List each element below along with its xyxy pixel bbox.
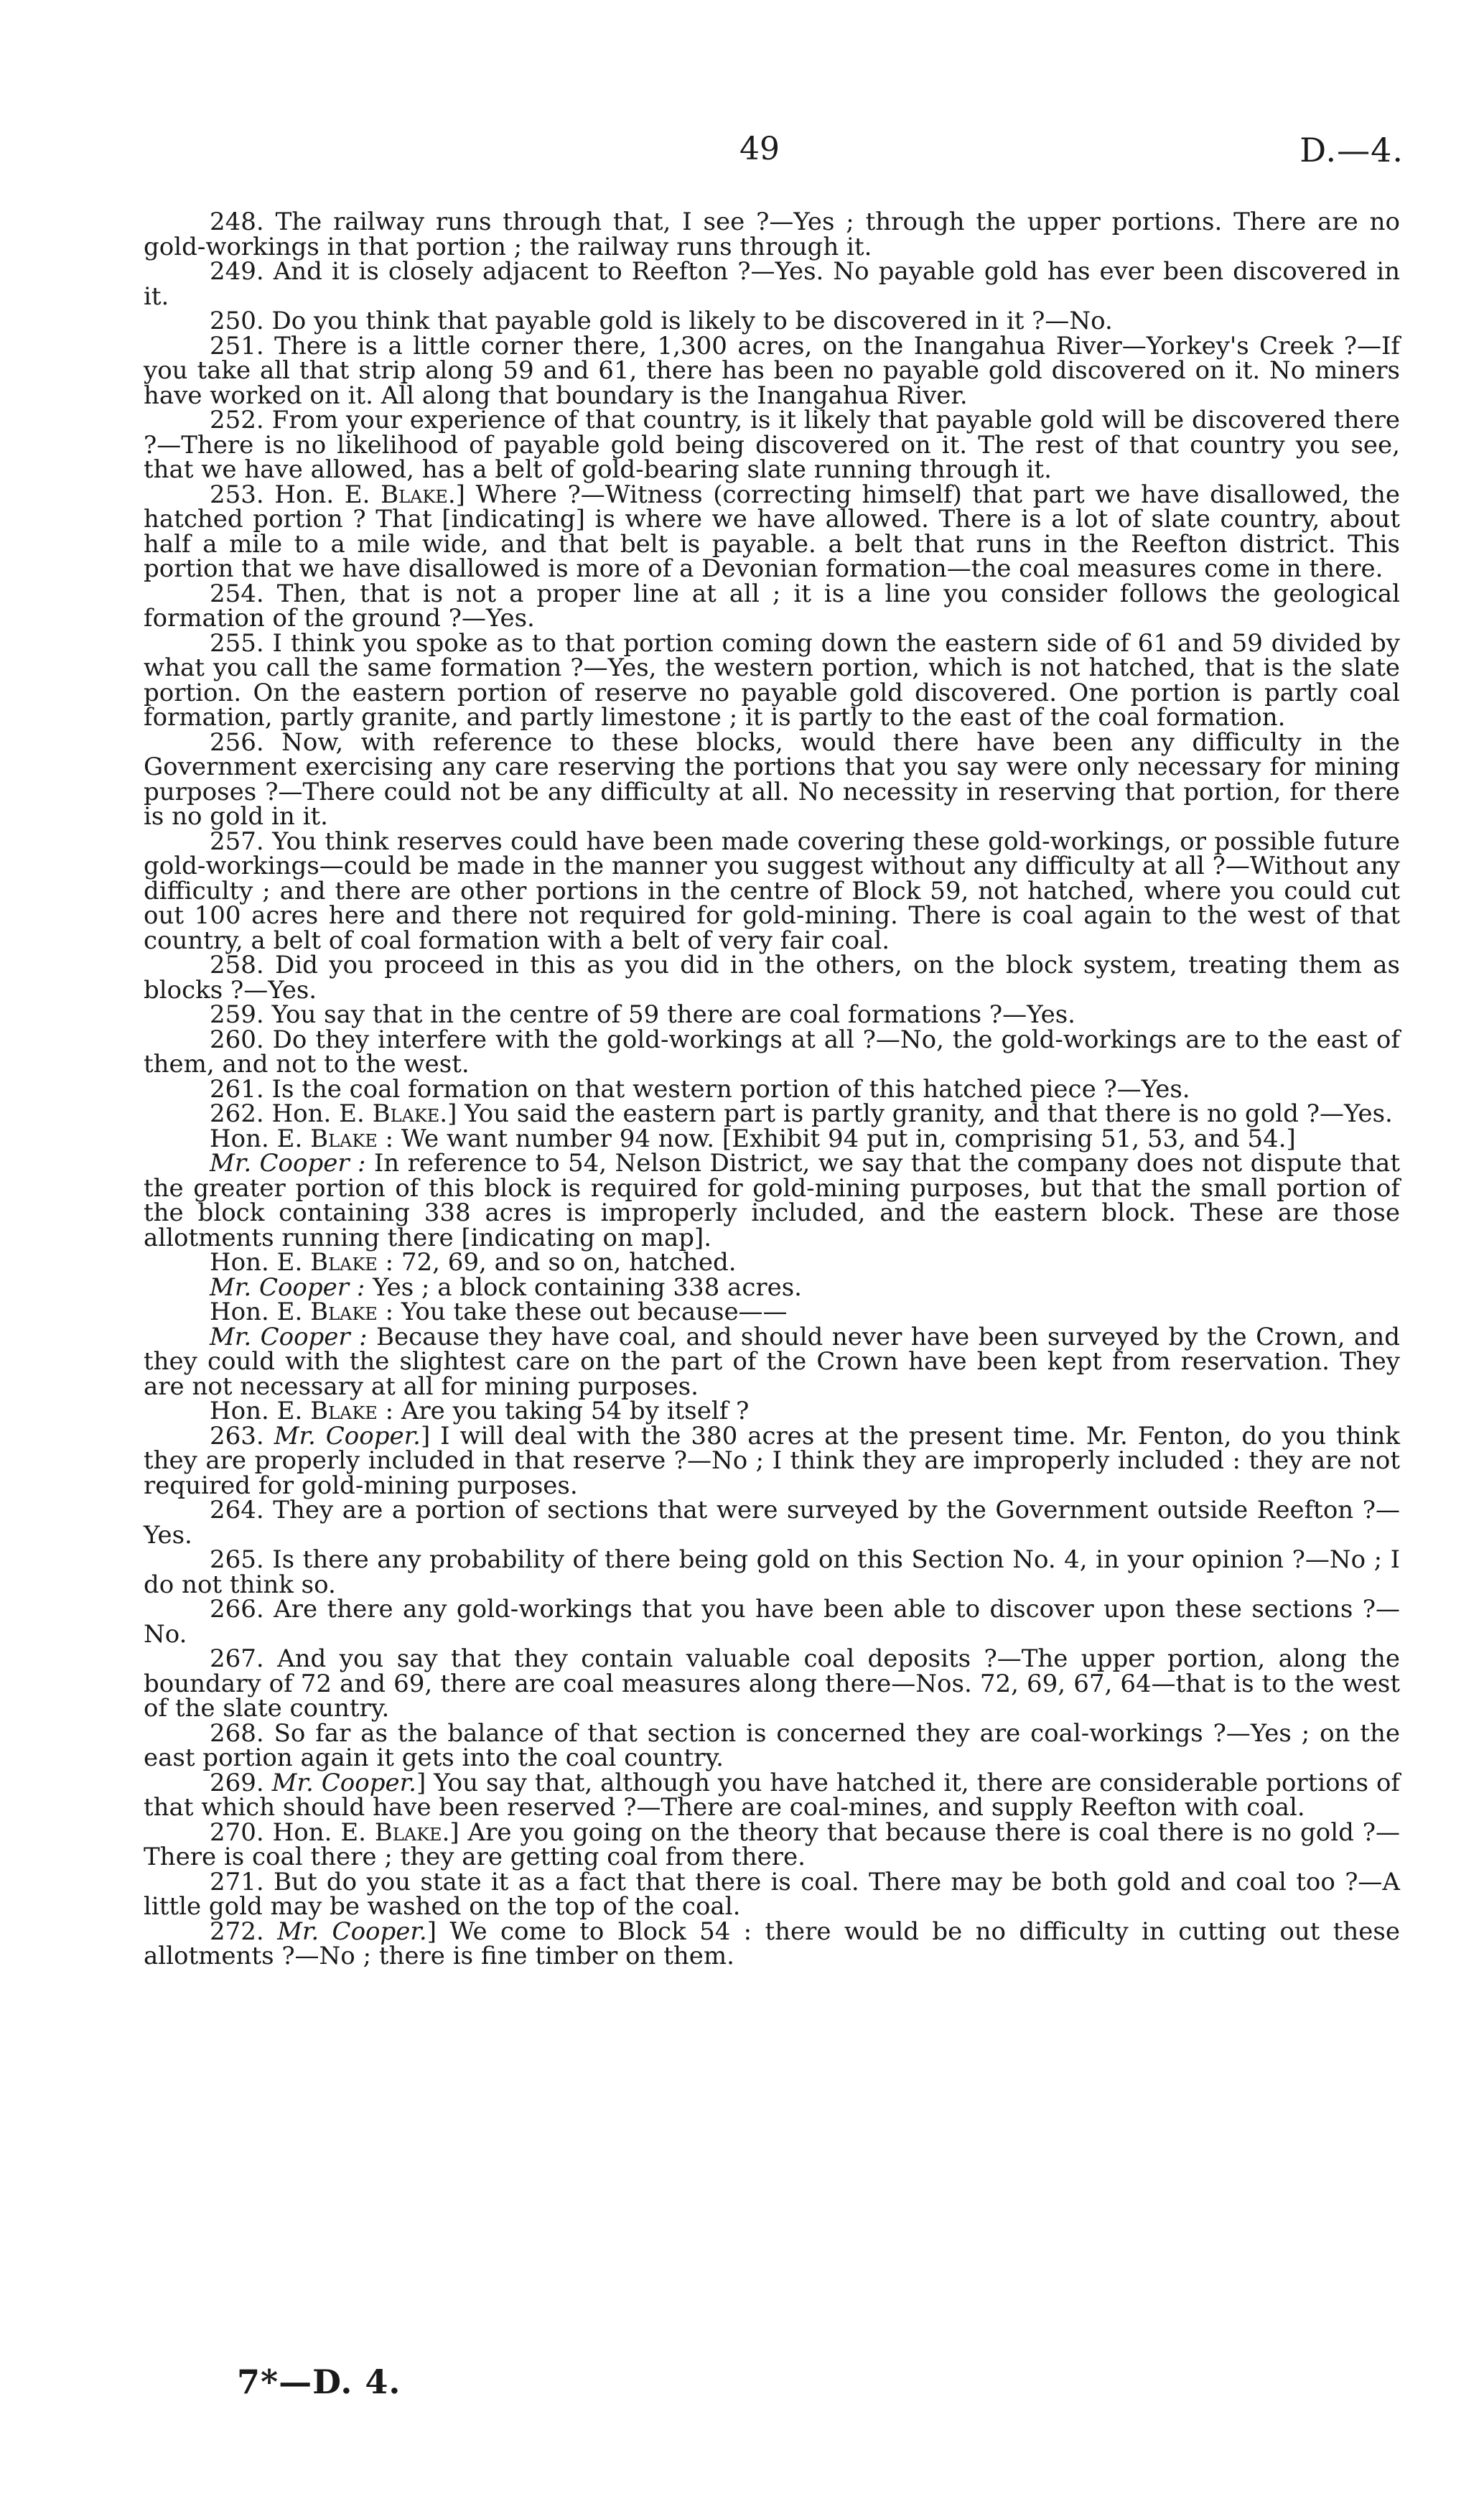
- testimony-paragraph: [144, 1597, 1400, 1647]
- paragraph-text: Yes ; a block containing 338 acres.: [365, 1272, 802, 1302]
- paragraph-text: 250. Do you think that payable gold is likely to be discovered in it ?—No.: [210, 307, 1113, 335]
- paragraph-text: : 72, 69, and so on, hatched.: [377, 1248, 737, 1277]
- speaker-name: Blake: [310, 1124, 378, 1153]
- paragraph-text: 256. Now, with reference to these blocks, would there have been any difficulty in the Government exercising any care reserving the portions that you say were only necessary for mining purposes ?—There could not be any difficulty at all. No necessity in reserving that portion, for there is no gold in it.: [144, 727, 1400, 831]
- paragraph-text: 267. And you say that they contain valuable coal deposits ?—The upper portion, along the boundary of 72 and 69, there are coal measures along there—Nos. 72, 69, 67, 64—that is to the west of the slate country.: [144, 1644, 1400, 1723]
- testimony-paragraph: [144, 1025, 1400, 1079]
- paragraph-text: 264. They are a portion of sections that were surveyed by the Government outside Reefton ?—Yes.: [144, 1496, 1400, 1550]
- paragraph-text: Hon. E.: [210, 1298, 311, 1326]
- testimony-paragraph: [144, 1250, 1400, 1275]
- paragraph-text: 271. But do you state it as a fact that there is coal. There may be both gold and coal too ?—A little gold may be washed on the top of the coal.: [144, 1867, 1400, 1921]
- paragraph-text: : We want number 94 now. [Exhibit 94 put in, comprising 51, 53, and 54.]: [377, 1124, 1296, 1153]
- paragraph-text: 265. Is there any probability of there being gold on this Section No. 4, in your opinion ?—No ; I do not think so.: [144, 1545, 1400, 1599]
- testimony-paragraph: [144, 1322, 1400, 1401]
- testimony-paragraph: [144, 1002, 1400, 1028]
- testimony-paragraph: [144, 309, 1400, 334]
- speaker-label: Mr. Cooper :: [210, 1272, 365, 1302]
- testimony-paragraph: [144, 1547, 1400, 1597]
- testimony-body: [144, 210, 1400, 1969]
- testimony-paragraph: [144, 1300, 1400, 1325]
- testimony-paragraph: [144, 259, 1400, 309]
- testimony-paragraph: [144, 1074, 1400, 1104]
- testimony-paragraph: [144, 628, 1400, 732]
- speaker-name: Blake: [310, 1298, 378, 1326]
- testimony-paragraph: [144, 1817, 1401, 1871]
- testimony-paragraph: [144, 408, 1400, 483]
- paragraph-text: .] Where ?—Witness (correcting himself) that part we have disallowed, the hatched portion ? That [indicating] is where we have allowed. There is a lot of slate country, about half a mile to a mile wide, and that belt is payable. a belt that runs in the Reefton district. This portion that we have disallowed is more of a Devonian formation—the coal measures come in there.: [144, 480, 1401, 583]
- paragraph-text: 262. Hon. E.: [210, 1099, 373, 1128]
- paragraph-text: 248. The railway runs through that, I see ?—Yes ; through the upper portions. There are no gold-workings in that portion ; the railway runs through it.: [144, 208, 1400, 261]
- testimony-paragraph: [144, 331, 1400, 410]
- paragraph-text: Hon. E.: [210, 1397, 311, 1425]
- speaker-label: Mr. Cooper :: [210, 1149, 366, 1178]
- speaker-name: Blake: [310, 1248, 378, 1277]
- paragraph-text: 259. You say that in the centre of 59 there are coal formations ?—Yes.: [210, 1000, 1075, 1029]
- paragraph-text: 266. Are there any gold-workings that you have been able to discover upon these sections ?—No.: [144, 1595, 1400, 1649]
- speaker-label: Mr. Cooper.: [274, 1421, 421, 1451]
- speaker-label: Mr. Cooper.: [271, 1768, 416, 1797]
- speaker-name: Blake: [372, 1099, 440, 1128]
- testimony-paragraph: [144, 727, 1400, 831]
- paragraph-text: 269.: [210, 1768, 272, 1797]
- paragraph-text: ] I will deal with the 380 acres at the present time. Mr. Fenton, do you think they are properly included in that reserve ?—No ; I think they are improperly included : they are not required for gold-mining purposes.: [144, 1421, 1400, 1500]
- testimony-paragraph: [144, 1867, 1400, 1921]
- testimony-paragraph: [144, 1421, 1400, 1500]
- paragraph-text: ] You say that, although you have hatched it, there are considerable portions of that which should have been reserved ?—There are coal-mines, and supply Reefton with coal.: [144, 1768, 1400, 1822]
- testimony-paragraph: [144, 1099, 1400, 1128]
- paragraph-text: 258. Did you proceed in this as you did in the others, on the block system, treating them as blocks ?—Yes.: [144, 951, 1400, 1005]
- testimony-paragraph: [144, 1768, 1400, 1822]
- paragraph-text: 253. Hon. E.: [210, 480, 381, 509]
- testimony-paragraph: [144, 210, 1400, 259]
- speaker-name: Blake: [381, 480, 448, 509]
- paragraph-text: 257. You think reserves could have been made covering these gold-workings, or possible future gold-workings—could be made in the manner you suggest without any difficulty at all ?—Without any difficulty ; and there are other portions in the centre of Block 59, not hatched, where you could cut out 100 acres here and there not required for gold-mining. There is coal again to the west of that country, a belt of coal formation with a belt of very fair coal.: [144, 827, 1400, 955]
- paragraph-text: 272.: [210, 1917, 278, 1946]
- testimony-paragraph: [144, 480, 1401, 583]
- signature-mark: 7*—D. 4.: [237, 2362, 401, 2401]
- paragraph-text: 255. I think you spoke as to that portion coming down the eastern side of 61 and 59 divided by what you call the same formation ?—Yes, the western portion, which is not hatched, that is the slate portion. On the eastern portion of reserve no payable gold discovered. One portion is partly coal formation, partly granite, and partly limestone ; it is partly to the east of the coal formation.: [144, 628, 1400, 732]
- paragraph-text: 261. Is the coal formation on that western portion of this hatched piece ?—Yes.: [210, 1074, 1190, 1104]
- page-number: 49: [739, 131, 780, 167]
- paragraph-text: 263.: [210, 1421, 274, 1451]
- paragraph-text: Hon. E.: [210, 1124, 311, 1153]
- paragraph-text: Hon. E.: [210, 1248, 311, 1277]
- speaker-name: Blake: [310, 1397, 378, 1425]
- speaker-label: Mr. Cooper :: [210, 1322, 368, 1351]
- paragraph-text: : You take these out because——: [377, 1298, 788, 1326]
- speaker-label: Mr. Cooper.: [277, 1917, 427, 1946]
- paragraph-text: 268. So far as the balance of that section is concerned they are coal-workings ?—Yes ; on the east portion again it gets into the coal country.: [144, 1718, 1400, 1772]
- testimony-paragraph: [144, 1644, 1400, 1723]
- testimony-paragraph: [144, 1272, 1400, 1302]
- paragraph-text: Because they have coal, and should never have been surveyed by the Crown, and they could with the slightest care on the part of the Crown have been kept from reservation. They are not necessary at all for mining purposes.: [144, 1322, 1400, 1401]
- testimony-paragraph: [144, 1151, 1400, 1250]
- page-header: [0, 131, 1484, 174]
- testimony-paragraph: [144, 1496, 1400, 1550]
- paragraph-text: 251. There is a little corner there, 1,300 acres, on the Inangahua River—Yorkey's Creek ?—If you take all that strip along 59 and 61, there has been no payable gold discovered on it. No miners have worked on it. All along that boundary is the Inangahua River.: [144, 331, 1400, 410]
- testimony-paragraph: [144, 1399, 1400, 1424]
- paragraph-text: .] You said the eastern part is partly granity, and that there is no gold ?—Yes.: [439, 1099, 1393, 1128]
- testimony-paragraph: [144, 1124, 1400, 1153]
- document-reference: D.—4.: [1299, 131, 1404, 169]
- paragraph-text: 270. Hon. E.: [210, 1817, 375, 1847]
- testimony-paragraph: [144, 579, 1400, 633]
- speaker-name: Blake: [374, 1817, 442, 1847]
- testimony-paragraph: [144, 829, 1400, 954]
- paragraph-text: ] We come to Block 54 : there would be no difficulty in cutting out these allotments ?—No ; there is fine timber on them.: [144, 1917, 1400, 1970]
- testimony-paragraph: [144, 1718, 1400, 1772]
- paragraph-text: In reference to 54, Nelson District, we say that the company does not dispute that the greater portion of this block is required for gold-mining purposes, but that the small portion of the block containing 338 acres is improperly included, and the eastern block. These are those allotments running there [indicating on map].: [144, 1149, 1400, 1252]
- paragraph-text: .] Are you going on the theory that because there is coal there is no gold ?—There is coal there ; they are getting coal from there.: [144, 1817, 1401, 1871]
- testimony-paragraph: [144, 951, 1400, 1005]
- paragraph-text: 260. Do they interfere with the gold-workings at all ?—No, the gold-workings are to the east of them, and not to the west.: [144, 1025, 1400, 1079]
- paragraph-text: 254. Then, that is not a proper line at all ; it is a line you consider follows the geological formation of the ground ?—Yes.: [144, 579, 1400, 633]
- paragraph-text: 252. From your experience of that country, is it likely that payable gold will be discovered there ?—There is no likelihood of payable gold being discovered on it. The rest of that country you see, that we have allowed, has a belt of gold-bearing slate running through it.: [144, 406, 1400, 484]
- paragraph-text: : Are you taking 54 by itself ?: [377, 1397, 750, 1425]
- paragraph-text: 249. And it is closely adjacent to Reefton ?—Yes. No payable gold has ever been discovered in it.: [144, 257, 1400, 311]
- testimony-paragraph: [144, 1919, 1400, 1969]
